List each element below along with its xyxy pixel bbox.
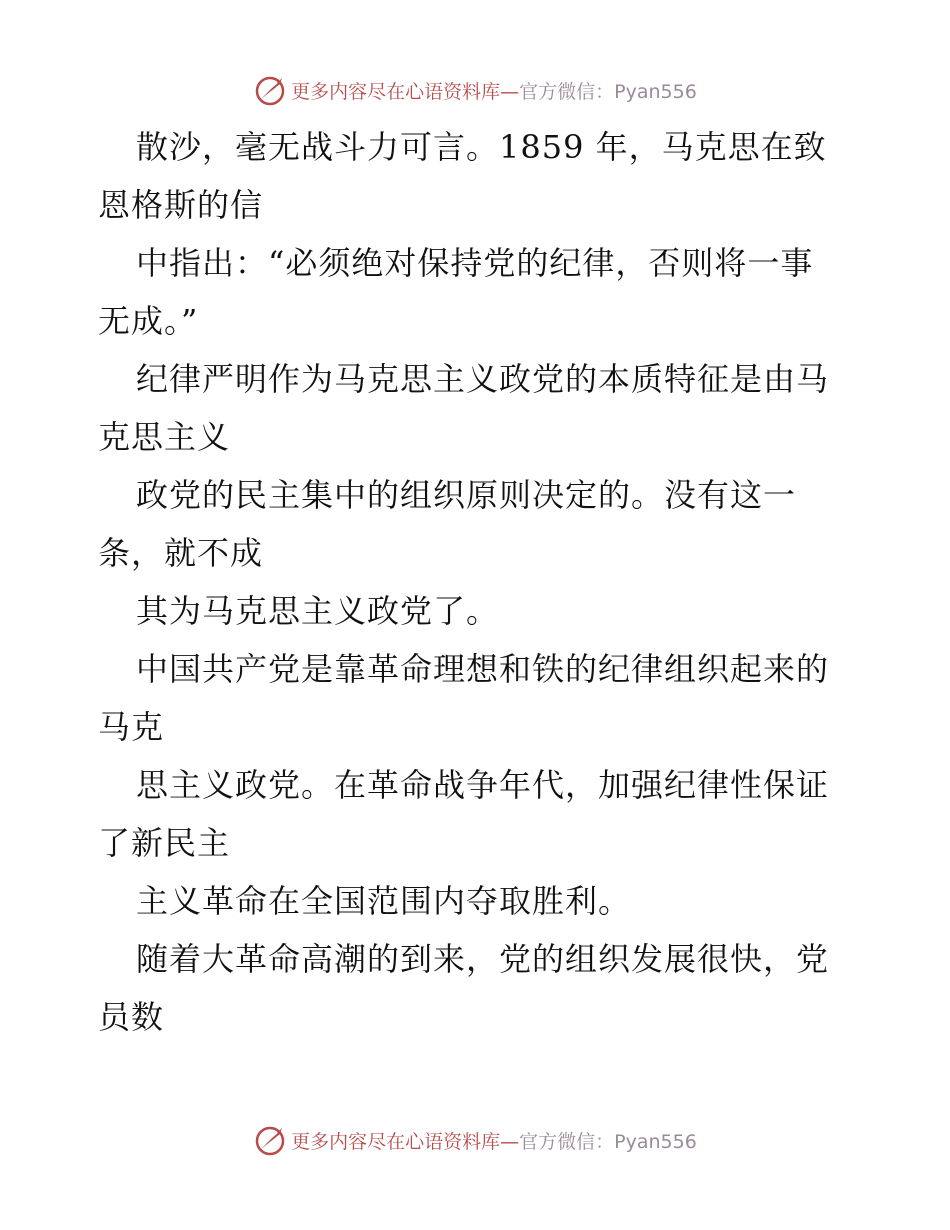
text-line: 员数: [98, 998, 165, 1036]
text-line: 中国共产党是靠革命理想和铁的纪律组织起来的: [136, 650, 830, 688]
text-line: 政党的民主集中的组织原则决定的。没有这一: [136, 476, 797, 514]
quill-logo-icon: [253, 1123, 287, 1157]
text-line: 无成。”: [98, 302, 199, 340]
text-line: 条，就不成: [98, 534, 264, 572]
text-line: 中指出：“必须绝对保持党的纪律，否则将一事: [136, 244, 814, 282]
text-line: 散沙，毫无战斗力可言。1859 年，马克思在致: [136, 128, 827, 166]
header-wechat-text: 官方微信：Pyan556: [519, 80, 697, 103]
text-line: 了新民主: [98, 824, 231, 862]
text-line: 思主义政党。在革命战争年代，加强纪律性保证: [136, 766, 830, 804]
footer-banner-text: 更多内容尽在心语资料库—: [291, 1130, 520, 1153]
text-line: 其为马克思主义政党了。: [136, 592, 500, 630]
text-line: 随着大革命高潮的到来，党的组织发展很快，党: [136, 940, 830, 978]
text-line: 纪律严明作为马克思主义政党的本质特征是由马: [136, 360, 830, 398]
footer-wechat-text: 官方微信：Pyan556: [519, 1130, 697, 1153]
text-line: 恩格斯的信: [98, 186, 264, 224]
header-banner-text: 更多内容尽在心语资料库—: [291, 80, 520, 103]
text-line: 克思主义: [98, 418, 231, 456]
document-body: [98, 118, 858, 1046]
quill-logo-icon: [253, 73, 287, 107]
page-footer-banner: [0, 1120, 950, 1160]
text-line: 马克: [98, 708, 165, 746]
text-line: 主义革命在全国范围内夺取胜利。: [136, 882, 632, 920]
page-header-banner: [0, 70, 950, 110]
